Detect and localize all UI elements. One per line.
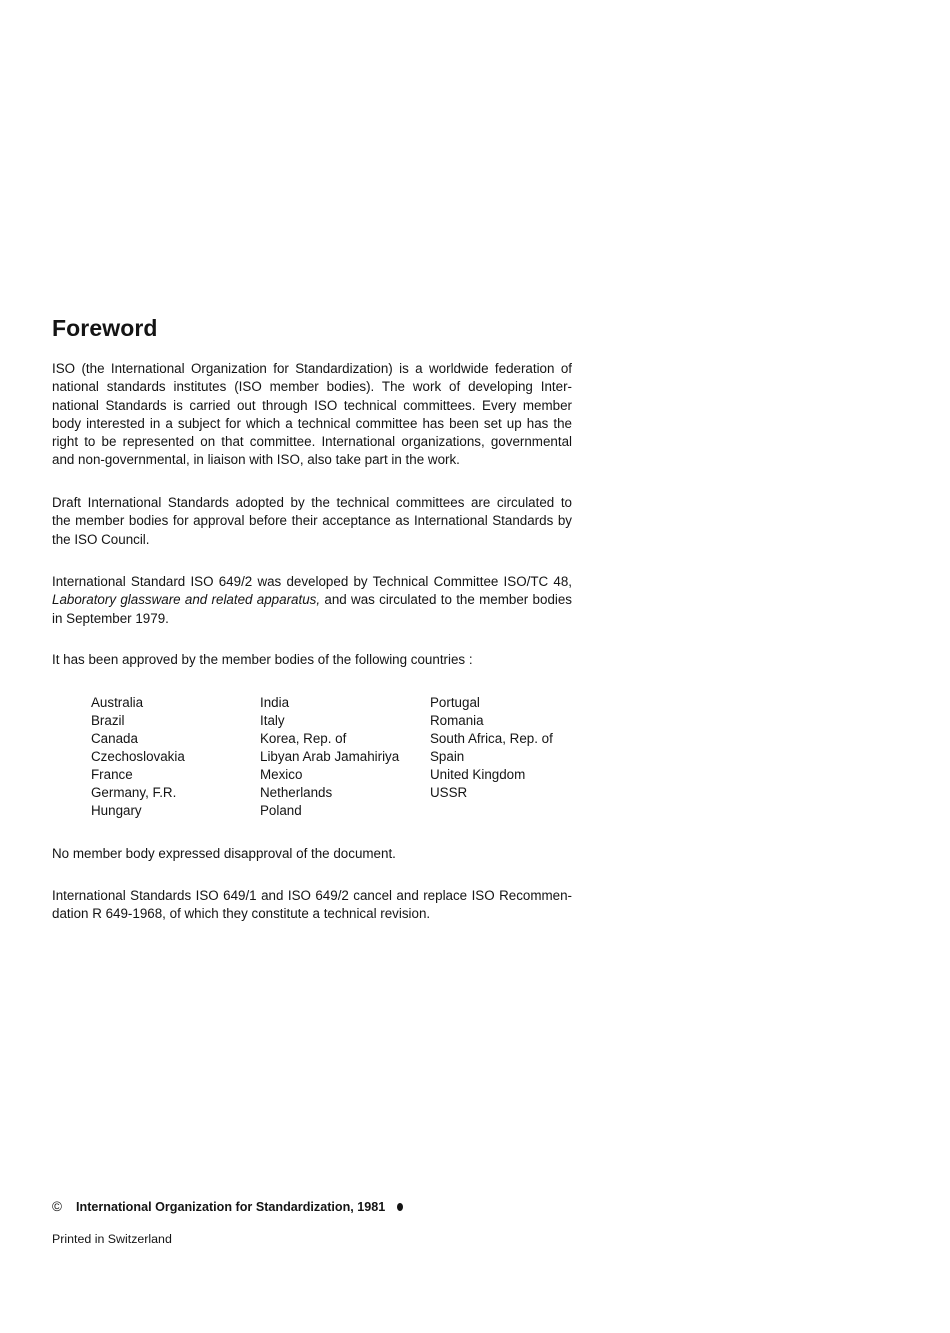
paragraph-line: International Standards ISO 649/1 and ISO 649/2 cancel and replace ISO Recommen-: [52, 888, 572, 903]
paragraph-line: and non-governmental, in liaison with ISO, also take part in the work.: [52, 452, 460, 468]
country-item: USSR: [430, 785, 468, 800]
country-item: Libyan Arab Jamahiriya: [260, 749, 400, 764]
country-item: Mexico: [260, 767, 303, 782]
country-item: Czechoslovakia: [91, 749, 185, 764]
paragraph-line: national standards institutes (ISO member bodies). The work of developing Inter-: [52, 379, 572, 395]
replacement-paragraph: [52, 887, 572, 924]
disapproval-statement: No member body expressed disapproval of the document.: [52, 846, 396, 861]
printed-location: Printed in Switzerland: [52, 1232, 172, 1246]
country-item: Romania: [430, 713, 484, 728]
committee-title-italic: Laboratory glassware and related apparatus,: [52, 592, 321, 608]
paragraph-line: ISO (the International Organization for Standardization) is a worldwide federation of: [52, 361, 572, 376]
country-item: France: [91, 767, 133, 782]
paragraph-line-rest: and was circulated to the member bodies: [320, 592, 573, 608]
country-item: South Africa, Rep. of: [430, 731, 553, 746]
page-title: Foreword: [52, 315, 158, 341]
draft-standards-paragraph: [52, 494, 572, 549]
intro-paragraph: [52, 360, 572, 470]
country-item: Germany, F.R.: [91, 785, 177, 800]
paragraph-line: International Standard ISO 649/2 was developed by Technical Committee ISO/TC 48,: [52, 574, 572, 589]
paragraph-line: in September 1979.: [52, 610, 169, 626]
paragraph-line: Draft International Standards adopted by the technical committees are circulated to: [52, 495, 572, 510]
country-item: Canada: [91, 731, 138, 746]
country-item: Hungary: [91, 803, 142, 818]
paragraph-line: right to be represented on that committee. International organizations, governmental: [52, 434, 572, 450]
country-item: Italy: [260, 713, 285, 728]
copyright-notice: [52, 1199, 403, 1214]
country-column-2: [260, 694, 399, 820]
country-item: United Kingdom: [430, 767, 526, 782]
bullet-icon: [397, 1203, 403, 1211]
approval-intro: It has been approved by the member bodies of the following countries :: [52, 652, 473, 667]
paragraph-line: the ISO Council.: [52, 531, 150, 547]
copyright-icon: ©: [52, 1199, 62, 1214]
paragraph-line: dation R 649-1968, of which they constitute a technical revision.: [52, 906, 431, 922]
country-item: Brazil: [91, 713, 125, 728]
country-item: Australia: [91, 695, 144, 710]
paragraph-line: [52, 591, 572, 609]
development-paragraph: [52, 573, 572, 628]
paragraph-line: national Standards is carried out through ISO technical committees. Every member: [52, 397, 572, 413]
country-item: Netherlands: [260, 785, 333, 800]
paragraph-line: the member bodies for approval before their acceptance as International Standards by: [52, 513, 572, 529]
country-item: India: [260, 695, 290, 710]
paragraph-line: body interested in a subject for which a technical committee has been set up has the: [52, 415, 572, 431]
country-item: Portugal: [430, 695, 480, 710]
copyright-text: International Organization for Standardization, 1981: [76, 1200, 386, 1214]
country-item: Korea, Rep. of: [260, 731, 347, 746]
country-item: Spain: [430, 749, 465, 764]
country-item: Poland: [260, 803, 302, 818]
country-column-3: [430, 694, 553, 802]
country-column-1: [91, 694, 185, 820]
